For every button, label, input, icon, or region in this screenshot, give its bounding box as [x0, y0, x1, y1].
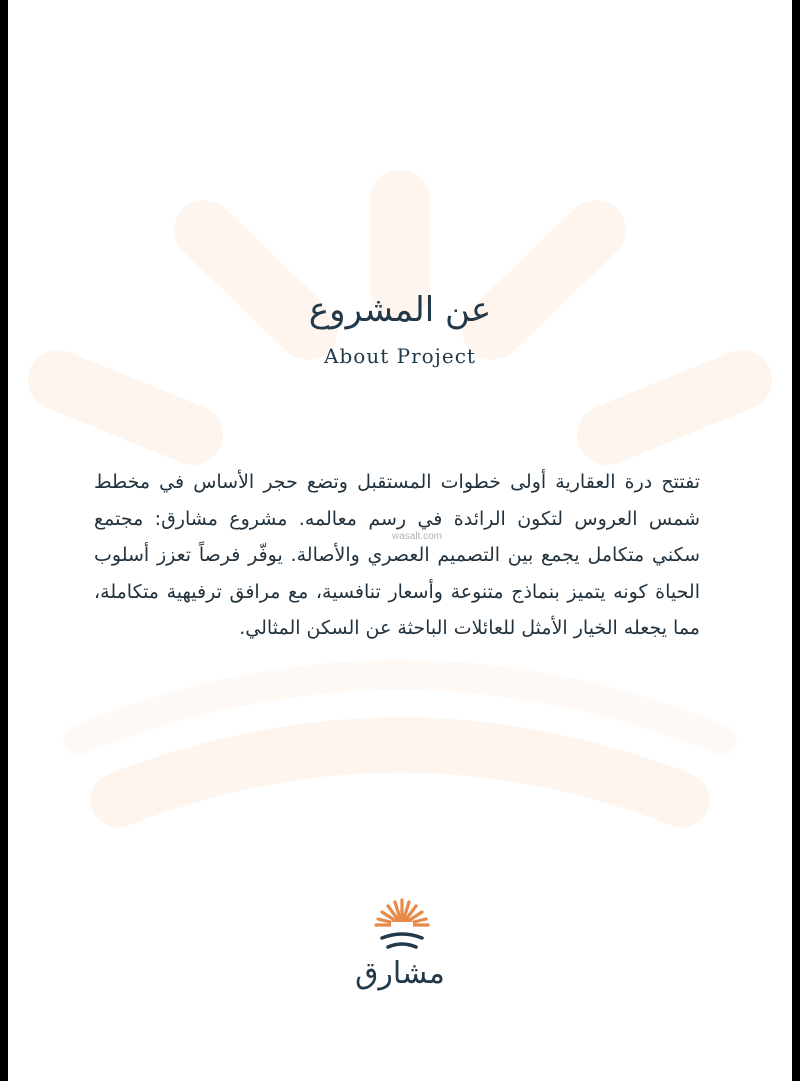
project-description: تفتتح درة العقارية أولى خطوات المستقبل وتضع حجر الأساس في مخطط شمس العروس لتكون الرائدة في رسم معالمه. مشروع مشارق: مجتمع سكني متكامل يجمع بين التصميم العصري والأصالة. يوفّر فرصاً تعزز أسلوب الحياة كونه يتميز بنماذج متنوعة وأسعار تنافسية، مع مرافق ترفيهية متكاملة، مما يجعله الخيار الأمثل للعائلات الباحثة عن السكن المثالي. [94, 471, 700, 639]
document-page [8, 0, 792, 1081]
watermark-text: wasalt.com [392, 531, 443, 542]
sunburst-logo-icon [371, 897, 433, 951]
page-title-arabic: عن المشروع [308, 290, 492, 330]
page-title-english: About Project [324, 344, 476, 368]
brand-wordmark: مشارق [355, 956, 445, 991]
